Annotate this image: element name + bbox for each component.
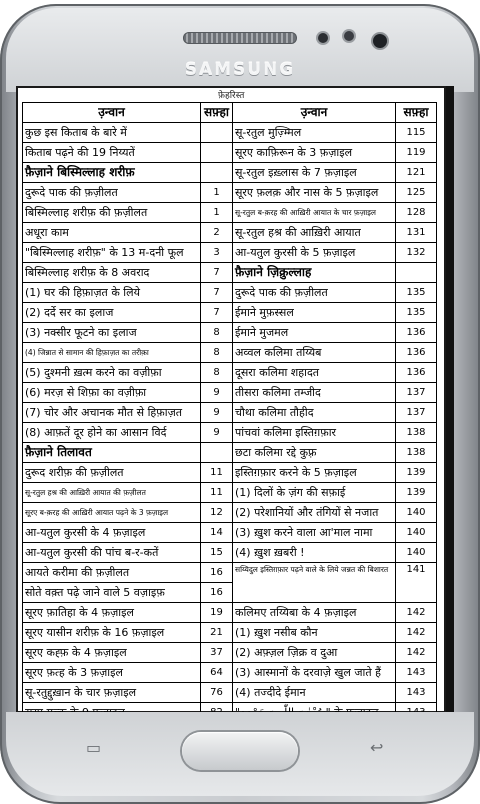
column-header-topic: उ़न्वान: [233, 103, 396, 123]
topic-cell: अव्वल कलिमा तय्यिब: [233, 343, 396, 363]
table-row[interactable]: [23, 343, 437, 363]
table-row[interactable]: [23, 683, 437, 703]
earpiece-speaker: [183, 32, 297, 44]
table-row[interactable]: [23, 203, 437, 223]
table-row[interactable]: [23, 603, 437, 623]
table-row[interactable]: [23, 423, 437, 443]
table-row[interactable]: [23, 323, 437, 343]
page-number-cell: 140: [396, 543, 437, 563]
topic-cell: दुरूदे पाक की फ़ज़ीलत: [233, 283, 396, 303]
table-row[interactable]: [23, 623, 437, 643]
topic-cell: (8) आफ़तें दूर होने का आसान विर्द: [23, 423, 201, 443]
table-row[interactable]: [23, 403, 437, 423]
page-number-cell: 136: [396, 343, 437, 363]
topic-cell: दुरूदे पाक की फ़ज़ीलत: [23, 183, 201, 203]
topic-cell: (4) तज्दीदे ईमान: [233, 683, 396, 703]
table-row[interactable]: [23, 543, 437, 563]
column-header-topic: उ़न्वान: [23, 103, 201, 123]
topic-cell: सू-रतुल हश्र की आख़िरी आयात की फ़ज़ीलत: [23, 483, 201, 503]
page-number-cell: 143: [396, 663, 437, 683]
page-number-cell: 12: [201, 503, 233, 523]
home-button[interactable]: [182, 732, 298, 770]
topic-cell: छटा कलिमा रद्दे कुफ़्र: [233, 443, 396, 463]
front-camera-icon: [373, 34, 387, 48]
page-number-cell: [396, 263, 437, 283]
topic-cell: सोते वक़्त पढ़े जाने वाले 5 वज़ाइफ़: [23, 583, 201, 603]
page-number-cell: 15: [201, 543, 233, 563]
topic-cell: कुछ इस किताब के बारे में: [23, 123, 201, 143]
column-header-page: सफ़्हा: [396, 103, 437, 123]
table-row[interactable]: [23, 303, 437, 323]
table-row[interactable]: [23, 443, 437, 463]
topic-cell: अधूरा काम: [23, 223, 201, 243]
table-row[interactable]: [23, 363, 437, 383]
topic-cell: आयते करीमा की फ़ज़ीलत: [23, 563, 201, 583]
table-row[interactable]: [23, 663, 437, 683]
page-number-cell: 115: [396, 123, 437, 143]
topic-cell: इस्तिग़फ़ार करने के 5 फ़ज़ाइल: [233, 463, 396, 483]
page-number-cell: 16: [201, 583, 233, 603]
table-row[interactable]: [23, 123, 437, 143]
topic-cell: "बिस्मिल्लाह शरीफ़" के 13 म-दनी फूल: [23, 243, 201, 263]
page-number-cell: 11: [201, 483, 233, 503]
topic-cell: (2) अफ़्ज़ल ज़िक्र व दुआ: [233, 643, 396, 663]
page-number-cell: 64: [201, 663, 233, 683]
page-number-cell: 3: [201, 243, 233, 263]
table-row[interactable]: [23, 143, 437, 163]
page-number-cell: 132: [396, 243, 437, 263]
topic-cell: दूसरा कलिमा शहादत: [233, 363, 396, 383]
menu-icon[interactable]: ▭: [86, 738, 102, 757]
page-number-cell: 19: [201, 603, 233, 623]
topic-cell: फ़ैज़ाने ज़िक्रुल्लाह: [233, 263, 396, 283]
topic-cell: (1) घर की हिफ़ाज़त के लिये: [23, 283, 201, 303]
topic-cell: सूरए ब-क़रह की आख़िरी आयात पढ़ने के 3 फ़ज़ाइल: [23, 503, 201, 523]
page-number-cell: 16: [201, 563, 233, 583]
page-number-cell: 142: [396, 623, 437, 643]
topic-cell: (6) मरज़ से शिफ़ा का वज़ीफ़ा: [23, 383, 201, 403]
page-number-cell: 119: [396, 143, 437, 163]
page-number-cell: [201, 163, 233, 183]
topic-cell: दुरूद शरीफ़ की फ़ज़ीलत: [23, 463, 201, 483]
page-number-cell: 139: [396, 463, 437, 483]
page-number-cell: 136: [396, 323, 437, 343]
page-number-cell: 128: [396, 203, 437, 223]
page-number-cell: 121: [396, 163, 437, 183]
page-number-cell: [201, 123, 233, 143]
table-row[interactable]: [23, 463, 437, 483]
topic-cell: सूरए फ़लक़ और नास के 5 फ़ज़ाइल: [233, 183, 396, 203]
screen-edge: [446, 86, 454, 713]
topic-cell: आ-यतुल कुरसी के 4 फ़ज़ाइल: [23, 523, 201, 543]
table-row[interactable]: [23, 163, 437, 183]
topic-cell: सूरए यासीन शरीफ़ के 16 फ़ज़ाइल: [23, 623, 201, 643]
topic-cell: पांचवां कलिमा इस्तिग़फ़ार: [233, 423, 396, 443]
topic-cell: सू-रतुल हश्र की आख़िरी आयात: [233, 223, 396, 243]
page-number-cell: 9: [201, 383, 233, 403]
topic-cell: आ-यतुल कुरसी के 5 फ़ज़ाइल: [233, 243, 396, 263]
screen: [16, 86, 446, 713]
page-number-cell: 138: [396, 443, 437, 463]
page-header: [18, 88, 444, 102]
topic-cell: कलिमए तय्यिबा के 4 फ़ज़ाइल: [233, 603, 396, 623]
contents-table: [22, 102, 437, 743]
sensor-icon: [318, 33, 328, 43]
page-number-cell: 76: [201, 683, 233, 703]
page-number-cell: [201, 443, 233, 463]
topic-cell: सू-रतुल ब-क़रह की आख़िरी आयात के चार फ़ज़ाइल: [233, 203, 396, 223]
topic-cell: फ़ैज़ाने तिलावत: [23, 443, 201, 463]
topic-cell: (1) ख़ुश नसीब कौन: [233, 623, 396, 643]
page-number-cell: [201, 143, 233, 163]
topic-cell: सूरए फ़ातिहा के 4 फ़ज़ाइल: [23, 603, 201, 623]
topic-cell: तीसरा कलिमा तम्जीद: [233, 383, 396, 403]
table-row[interactable]: [23, 523, 437, 543]
page-number-cell: 11: [201, 463, 233, 483]
table-row[interactable]: [23, 183, 437, 203]
table-row[interactable]: [23, 243, 437, 263]
topic-cell: सू-रतुल इख़्लास के 7 फ़ज़ाइल: [233, 163, 396, 183]
back-icon[interactable]: ↩: [370, 738, 384, 757]
topic-cell: आ-यतुल कुरसी की पांच ब-र-कतें: [23, 543, 201, 563]
table-header-row: [23, 103, 437, 123]
page-number-cell: 7: [201, 263, 233, 283]
page-number-cell: 9: [201, 423, 233, 443]
topic-cell: (5) दुश्मनी ख़त्म करने का वज़ीफ़ा: [23, 363, 201, 383]
brand-logo: SAMSUNG: [184, 60, 296, 80]
topic-cell: ईमाने मुफ़स्सल: [233, 303, 396, 323]
page-number-cell: 21: [201, 623, 233, 643]
page-number-cell: 140: [396, 523, 437, 543]
column-header-page: सफ़्हा: [201, 103, 233, 123]
page-number-cell: 7: [201, 303, 233, 323]
page-number-cell: 1: [201, 203, 233, 223]
topic-cell: सू-रतुल मुज़्म्मिल: [233, 123, 396, 143]
topic-cell: (4) जिन्नात से सामान की हिफ़ाज़त का तरीक़ा: [23, 343, 201, 363]
table-row[interactable]: [23, 483, 437, 503]
topic-cell: (3) नक्सीर फूटने का इलाज: [23, 323, 201, 343]
topic-cell: सय्यिदुल इस्तिग़फ़ार पढ़ने वाले के लिये जन्नत की बिशारत: [233, 563, 396, 603]
page-number-cell: 136: [396, 363, 437, 383]
topic-cell: (4) ख़ुश ख़बरी !: [233, 543, 396, 563]
page-number-cell: 138: [396, 423, 437, 443]
page-number-cell: 9: [201, 403, 233, 423]
topic-cell: (3) आस्मानों के दरवाज़े खुल जाते हैं: [233, 663, 396, 683]
page-number-cell: 7: [201, 283, 233, 303]
page-number-cell: 143: [396, 683, 437, 703]
table-row[interactable]: [23, 563, 437, 583]
table-row[interactable]: [23, 503, 437, 523]
topic-cell: फ़ैज़ाने बिस्मिल्लाह शरीफ़: [23, 163, 201, 183]
topic-cell: ईमाने मुजमल: [233, 323, 396, 343]
topic-cell: सूरए कह्फ़ के 4 फ़ज़ाइल: [23, 643, 201, 663]
page-number-cell: 1: [201, 183, 233, 203]
page-number-cell: 137: [396, 403, 437, 423]
page-title: फ़ेहरिस्त: [218, 91, 245, 101]
page-number-cell: 135: [396, 303, 437, 323]
topic-cell: सूरए फ़त्ह के 3 फ़ज़ाइल: [23, 663, 201, 683]
topic-cell: (2) दर्दे सर का इलाज: [23, 303, 201, 323]
page-number-cell: 139: [396, 483, 437, 503]
table-row[interactable]: [23, 223, 437, 243]
page-number-cell: 14: [201, 523, 233, 543]
topic-cell: (2) परेशानियों और तंगियों से नजात: [233, 503, 396, 523]
page-number-cell: 141: [396, 563, 437, 603]
topic-cell: बिस्मिल्लाह शरीफ़ की फ़ज़ीलत: [23, 203, 201, 223]
table-row[interactable]: [23, 283, 437, 303]
topic-cell: किताब पढ़ने की 19 निय्यतें: [23, 143, 201, 163]
page-number-cell: 125: [396, 183, 437, 203]
page-number-cell: 2: [201, 223, 233, 243]
page-number-cell: 37: [201, 643, 233, 663]
table-row[interactable]: [23, 263, 437, 283]
table-row[interactable]: [23, 643, 437, 663]
table-row[interactable]: [23, 383, 437, 403]
topic-cell: सू-रतुद्दुख़ान के चार फ़ज़ाइल: [23, 683, 201, 703]
topic-cell: चौथा कलिमा तौहीद: [233, 403, 396, 423]
topic-cell: (3) ख़ुश करने वाला आ'माल नामा: [233, 523, 396, 543]
page-number-cell: 137: [396, 383, 437, 403]
topic-cell: सूरए काफ़िरून के 3 फ़ज़ाइल: [233, 143, 396, 163]
page-number-cell: 140: [396, 503, 437, 523]
topic-cell: (1) दिलों के ज़ंग की सफ़ाई: [233, 483, 396, 503]
sensor-icon: [344, 31, 354, 41]
page-number-cell: 131: [396, 223, 437, 243]
page-number-cell: 135: [396, 283, 437, 303]
page-number-cell: 8: [201, 363, 233, 383]
page-number-cell: 142: [396, 643, 437, 663]
page-number-cell: 8: [201, 323, 233, 343]
page-number-cell: 142: [396, 603, 437, 623]
page-number-cell: 8: [201, 343, 233, 363]
topic-cell: बिस्मिल्लाह शरीफ़ के 8 अवराद: [23, 263, 201, 283]
topic-cell: (7) चोर और अचानक मौत से हिफ़ाज़त: [23, 403, 201, 423]
